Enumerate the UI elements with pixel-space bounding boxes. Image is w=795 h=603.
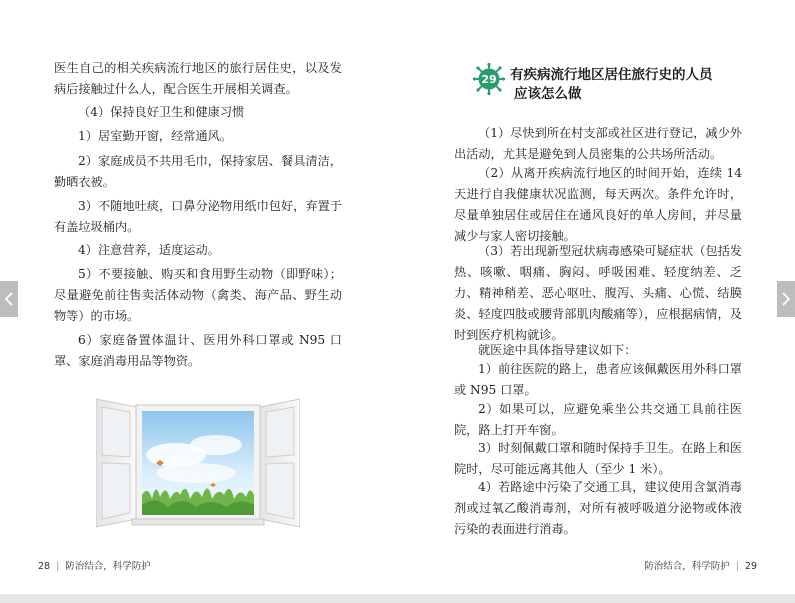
right-list-item: 3）时刻佩戴口罩和随时保持手卫生。在路上和医院时，尽可能远离其他人（至少 1 米）。 [454,441,742,476]
chevron-left-icon [4,291,14,307]
left-list-item: 1）居室勤开窗，经常通风。 [78,129,233,143]
footer-title: 防治结合，科学防护 [644,561,730,572]
left-list-item: 6）家庭备置体温计、医用外科口罩或 N95 口罩、家庭消毒用品等物资。 [54,333,342,368]
open-window-illustration [96,395,300,529]
left-list-item: 3）不随地吐痰，口鼻分泌物用纸巾包好，弃置于有盖垃圾桶内。 [54,199,342,234]
right-paragraph: （3）若出现新型冠状病毒感染可疑症状（包括发热、咳嗽、咽痛、胸闷、呼吸困难、轻度纳差、乏力、精神稍差、恶心呕吐、腹泻、头痛、心慌、结膜炎、轻度四肢或腰背部肌肉酸痛等），应根据病情，及时到医疗机构就诊。 [454,244,742,342]
left-list-item: 2）家庭成员不共用毛巾，保持家居、餐具清洁，勤晒衣被。 [54,154,342,189]
viewer-bottom-strip [0,594,795,603]
left-paragraph: 医生自己的相关疾病流行地区的旅行居住史，以及发病后接触过什么人，配合医生开展相关调查。 [54,61,342,96]
next-page-button[interactable] [777,281,795,317]
right-paragraph: （1）尽快到所在村支部或社区进行登记，减少外出活动，尤其是避免到人员密集的公共场所活动。 [454,126,742,161]
left-subheading: （4）保持良好卫生和健康习惯 [78,105,245,119]
section-heading [470,60,740,106]
badge-number: 29 [481,73,497,86]
left-page [0,0,396,594]
right-list-item: 4）若路途中污染了交通工具，建议使用含氯消毒剂或过氧乙酸消毒剂，对所有被呼吸道分泌物或体液污染的表面进行消毒。 [454,480,742,536]
footer-title: 防治结合，科学防护 [65,561,151,572]
footer-separator: | [735,561,739,572]
heading-line-1: 有疾病流行地区居住旅行史的人员 [510,67,713,83]
left-list-item: 5）不要接触、购买和食用野生动物（即野味）；尽量避免前往售卖活体动物（禽类、海产品、野生动物等）的市场。 [54,267,342,323]
previous-page-button[interactable] [0,281,18,317]
right-footer [644,558,757,572]
right-subheading: 就医途中具体指导建议如下： [478,343,637,357]
left-list-item: 4）注意营养，适度运动。 [78,243,220,257]
virus-number-badge-icon [473,63,505,95]
right-list-item: 1）前往医院的路上，患者应该佩戴医用外科口罩或 N95 口罩。 [454,362,742,397]
page-number: 29 [744,561,757,572]
right-paragraph: （2）从离开疾病流行地区的时间开始，连续 14 天进行自我健康状况监测，每天两次。条件允许时，尽量单独居住或居住在通风良好的单人房间，并尽量减少与家人密切接触。 [454,166,742,243]
page-number: 28 [38,561,51,572]
right-list-item: 2）如果可以，应避免乘坐公共交通工具前往医院，路上打开车窗。 [454,402,742,437]
footer-separator: | [56,561,60,572]
left-footer [38,558,151,572]
heading-line-2: 应该怎么做 [514,86,582,102]
chevron-right-icon [781,291,791,307]
